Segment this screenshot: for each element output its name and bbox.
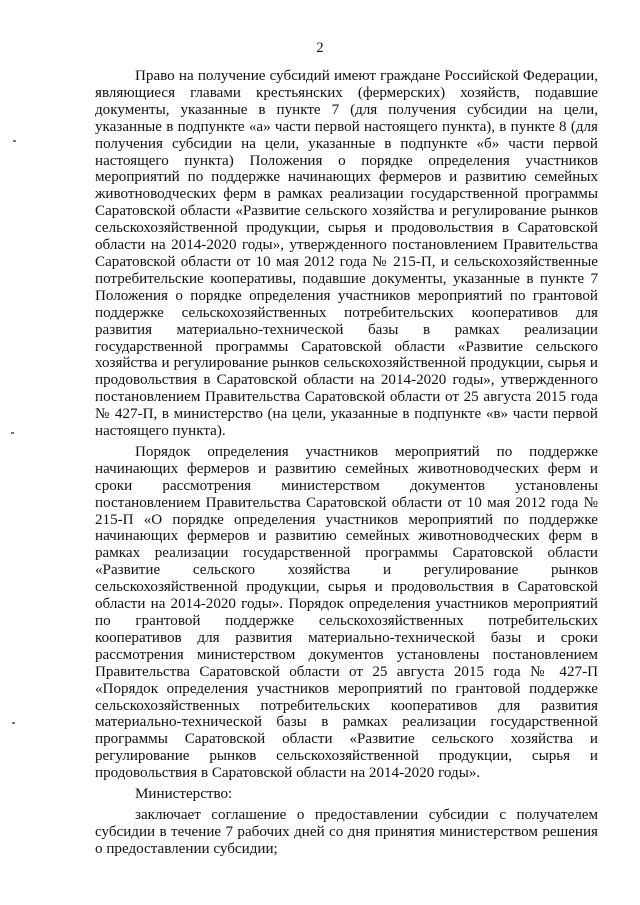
scan-margin-mark <box>11 432 14 434</box>
paragraph-agreement-clause: заключает соглашение о предоставлении субсидии с получателем субсидии в течение 7 рабочих дней со дня принятия министерством решения о предоставлении субсидии; <box>95 806 598 857</box>
paragraph-subsidy-eligibility: Право на получение субсидий имеют граждане Российской Федерации, являющиеся главами крестьянских (фермерских) хозяйств, подавшие документы, указанные в пункте 7 (для получения субсидии на цели, указанные в подпункте «а» части первой настоящего пункта), в пункте 8 (для получения субсидии на цели, указанные в подпункте «б» части первой настоящего пункта) Положения о порядке определения участников мероприятий по поддержке начинающих фермеров и развитию семейных животноводческих ферм в рамках реализации государственной программы Саратовской области «Развитие сельского хозяйства и регулирование рынков сельскохозяйственной продукции, сырья и продовольствия в Саратовской области на 2014-2020 годы», утвержденного постановлением Правительства Саратовской области от 10 мая 2012 года № 215-П, и сельскохозяйственные потребительские кооперативы, подавшие документы, указанные в пункте 7 Положения о порядке определения участников мероприятий по грантовой поддержке сельскохозяйственных потребительских кооперативов для развития материально-технической базы в рамках реализации государственной программы Саратовской области «Развитие сельского хозяйства и регулирование рынков сельскохозяйственной продукции, сырья и продовольствия в Саратовской области на 2014-2020 годы», утвержденного постановлением Правительства Саратовской области от 25 августа 2015 года № 427-П, в министерство (на цели, указанные в подпункте «в» части первой настоящего пункта). <box>95 68 598 440</box>
scan-margin-mark <box>13 140 16 142</box>
paragraph-selection-procedure: Порядок определения участников мероприятий по поддержке начинающих фермеров и развитию семейных животноводческих ферм и сроки рассмотрения министерством документов установлены постановлением Правительства Саратовской области от 10 мая 2012 года № 215-П «О порядке определения участников мероприятий по поддержке начинающих фермеров и развитию семейных животноводческих ферм в рамках реализации государственной программы Саратовской области «Развитие сельского хозяйства и регулирование рынков сельскохозяйственной продукции, сырья и продовольствия в Саратовской области на 2014-2020 годы». Порядок определения участников мероприятий по грантовой поддержке сельскохозяйственных потребительских кооперативов для развития материально-технической базы и сроки рассмотрения министерством документов установлены постановлением Правительства Саратовской области от 25 августа 2015 года № 427-П «Порядок определения участников мероприятий по грантовой поддержке сельскохозяйственных потребительских кооперативов для развития материально-технической базы в рамках реализации государственной программы Саратовской области «Развитие сельского хозяйства и регулирование рынков сельскохозяйственной продукции, сырья и продовольствия в Саратовской области на 2014-2020 годы». <box>95 443 598 782</box>
page-number: 2 <box>316 40 324 56</box>
document-body <box>95 68 598 858</box>
paragraph-ministry-heading: Министерство: <box>135 786 233 803</box>
scan-margin-mark <box>12 722 15 724</box>
